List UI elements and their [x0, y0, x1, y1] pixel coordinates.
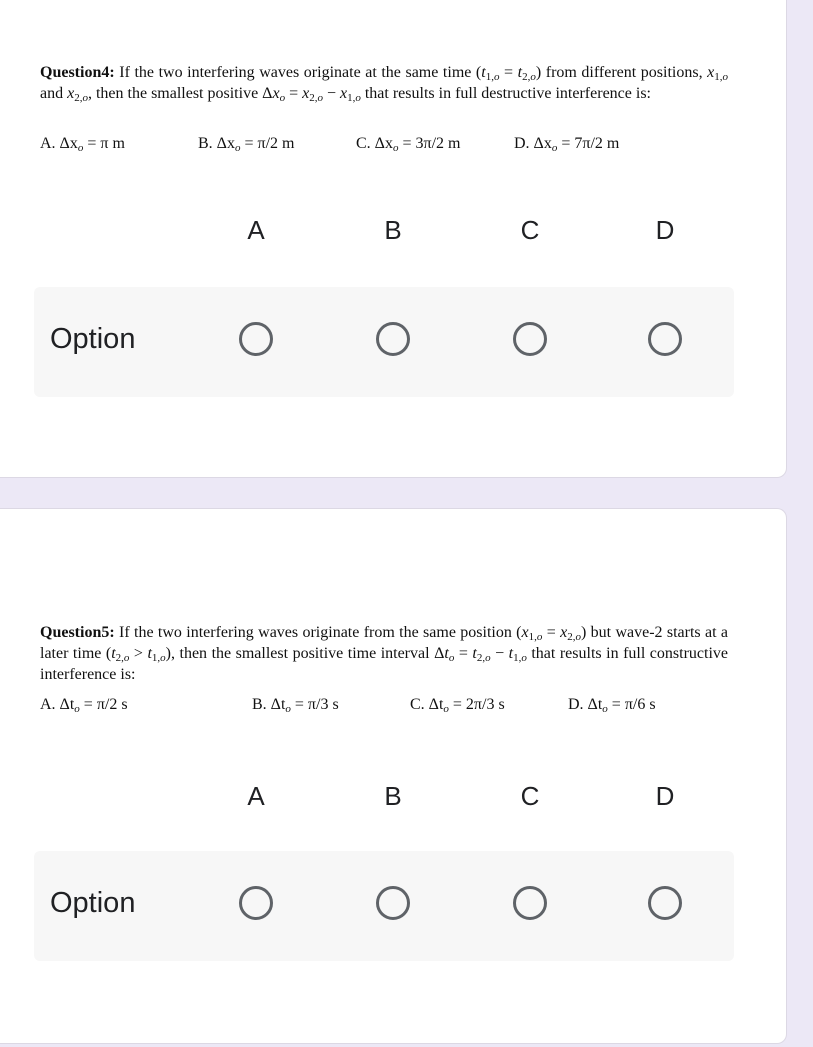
- question-5-answer-choices: [40, 696, 728, 718]
- radio-option-b[interactable]: [376, 322, 410, 356]
- column-header-a: A: [247, 781, 265, 811]
- answer-choice-a: A. $\Delta t_o = \pi/2$ s: [40, 696, 128, 715]
- radio-option-a[interactable]: [239, 886, 273, 920]
- question-card-5: [0, 508, 787, 1044]
- option-row-label: Option: [50, 323, 136, 355]
- answer-choice-d: D. $\Delta t_o = \pi/6$ s: [568, 696, 656, 715]
- answer-choice-c: C. $\Delta t_o = 2\pi/3$ s: [410, 696, 505, 715]
- question-5-label: Question5:: [40, 624, 115, 641]
- option-row: [34, 851, 734, 961]
- answer-choice-b: B. $\Delta t_o = \pi/3$ s: [252, 696, 339, 715]
- column-header-c: C: [520, 215, 540, 245]
- question-card-4: [0, 0, 787, 478]
- column-header-d: D: [655, 781, 675, 811]
- column-header-c: C: [520, 781, 540, 811]
- radio-option-d[interactable]: [648, 886, 682, 920]
- radio-option-c[interactable]: [513, 886, 547, 920]
- question-4-label: Question4:: [40, 64, 115, 81]
- column-header-a: A: [247, 215, 265, 245]
- radio-option-c[interactable]: [513, 322, 547, 356]
- option-row-label: Option: [50, 887, 136, 919]
- question-4-answer-choices: [40, 135, 728, 157]
- answer-choice-b: B. $\Delta x_o = \pi/2$ m: [198, 135, 295, 154]
- column-header-b: B: [384, 215, 402, 245]
- question-5-text: Question5: If the two interfering waves originate from the same position $(x_{1,o} = x_{2,o})$ but wave-2 starts at a later time $(t_{2,o} > t_{1,o})$, then the smallest positive time interval $\Delta t_o = t_{2,o} - t_{1,o}$ that results in full constructive interference is:: [40, 624, 729, 683]
- radio-option-d[interactable]: [648, 322, 682, 356]
- answer-choice-a: A. $\Delta x_o = \pi$ m: [40, 135, 125, 154]
- column-header-b: B: [384, 781, 402, 811]
- column-header-d: D: [655, 215, 675, 245]
- option-row: [34, 287, 734, 397]
- question-4-text: Question4: If the two interfering waves originate at the same time $(t_{1,o} = t_{2,o})$ from different positions, $x_{1,o}$ and $x_{2,o}$, then the smallest positive $\Delta x_o = x_{2,o} - x_{1,o}$ that results in full destructive interference is:: [40, 64, 728, 104]
- answer-choice-c: C. $\Delta x_o = 3\pi/2$ m: [356, 135, 461, 154]
- radio-option-b[interactable]: [376, 886, 410, 920]
- answer-choice-d: D. $\Delta x_o = 7\pi/2$ m: [514, 135, 620, 154]
- radio-option-a[interactable]: [239, 322, 273, 356]
